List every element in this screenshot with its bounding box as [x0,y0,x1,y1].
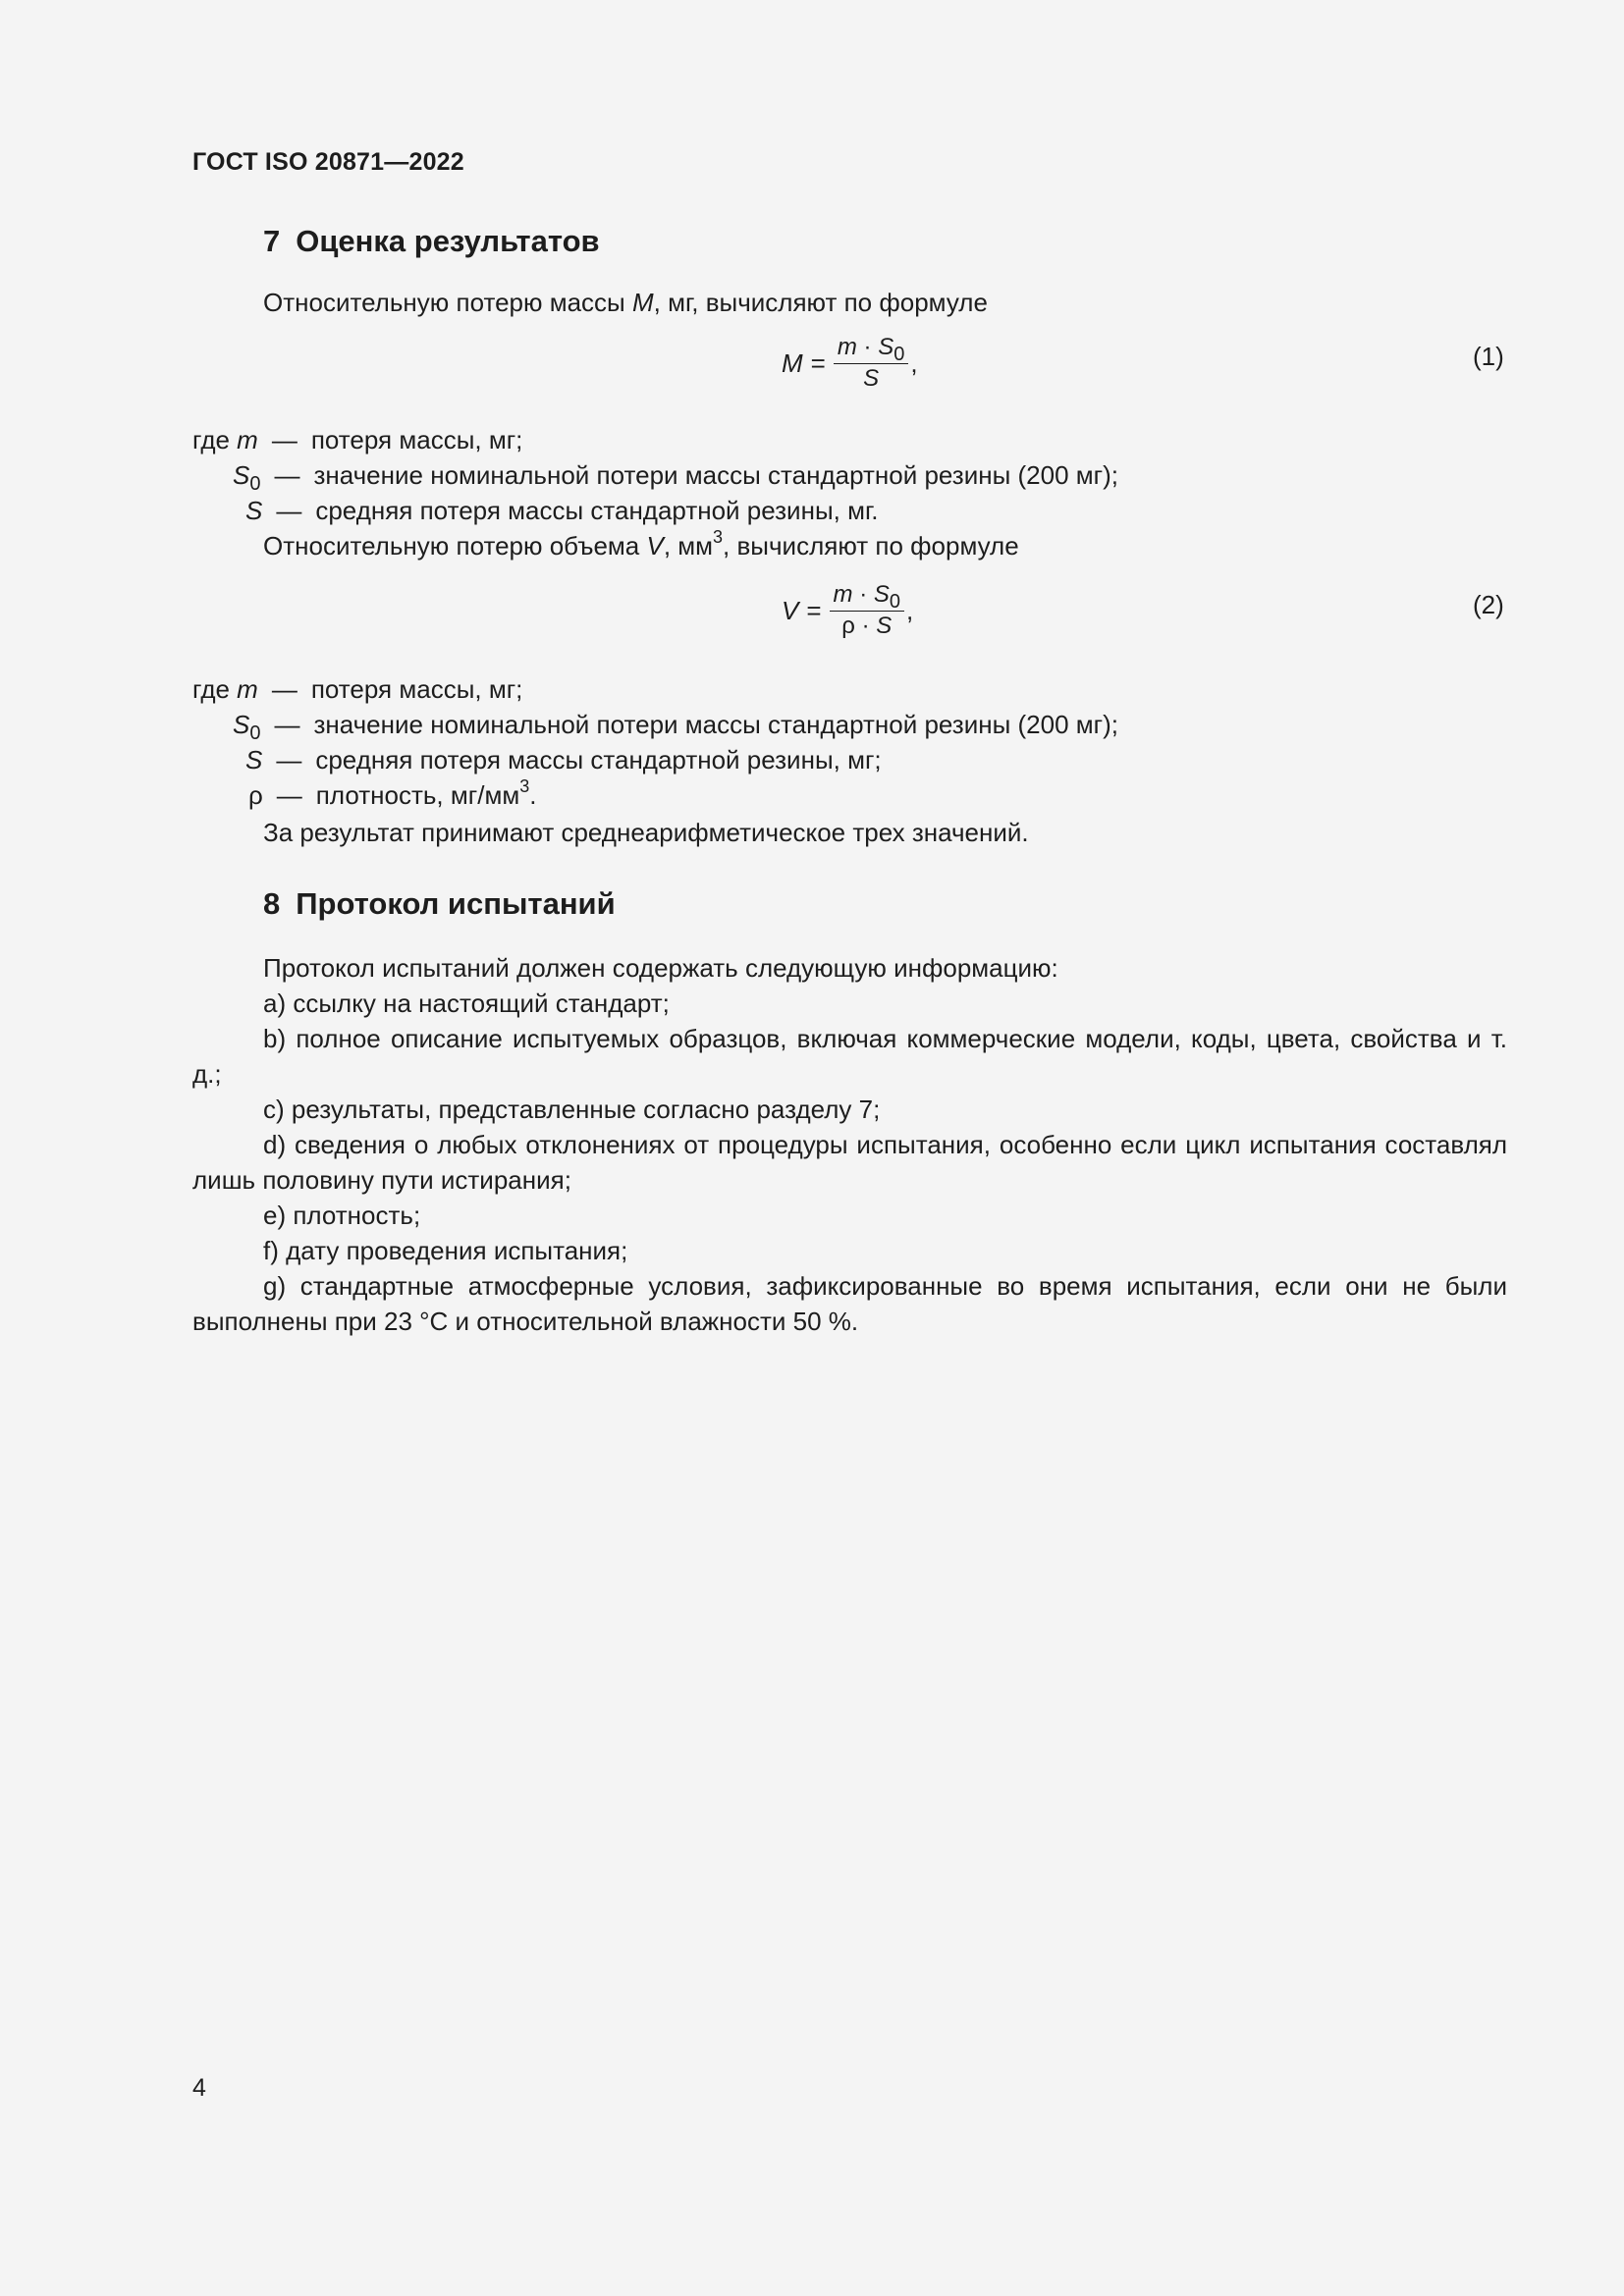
intro1-before: Относительную потерю массы [263,288,632,317]
def1-dash: — [271,425,298,454]
definition-s0-1 [233,457,1119,496]
def3-text: средняя потеря массы стандартной резины, мг. [315,496,879,525]
def3-dash: — [276,496,302,525]
f1-dot: · [856,334,879,360]
protocol-item-c: c) результаты, представленные согласно разделу 7; [263,1095,881,1124]
definition-s0-2 [233,707,1119,745]
f2-s: S [873,581,890,608]
def6-dash: — [276,745,302,774]
intro2-unit: , мм [663,531,714,561]
protocol-item-g-text: g) стандартные атмосферные условия, зафиксированные во время испытания, если они не были выполнены при 23 °С и относительной влажности 50 %. [192,1271,1507,1336]
def7-sym: ρ [248,780,263,810]
f1-sub: 0 [893,343,905,365]
f2-m: m [833,581,853,608]
formula1-eq: = [810,347,826,378]
definition-m-2 [192,671,522,707]
definition-m-1 [192,422,522,457]
f2-sub: 0 [889,590,900,613]
intro2-before: Относительную потерю объема [263,531,647,561]
page-number: 4 [192,2074,206,2102]
def2-sub: 0 [249,473,261,496]
def7-tail: . [529,780,537,810]
result-note: За результат принимают среднеарифметическое трех значений. [263,818,1029,847]
def6-sym: S [245,745,263,774]
document-code: ГОСТ ISO 20871—2022 [192,148,464,176]
f2-dot: · [852,581,874,608]
mass-loss-intro [263,285,988,320]
f1-m: m [837,334,857,360]
section-8-title: Протокол испытаний [296,886,616,921]
protocol-item-d-text: d) сведения о любых отклонениях от процедуры испытания, особенно если цикл испытания составлял лишь половину пути истирания; [192,1130,1507,1195]
equation-number-2: (2) [1473,590,1504,619]
def7-dash: — [276,780,302,810]
formula-1 [782,334,918,393]
formula2-lhs: V [782,595,799,625]
section-7-title: Оценка результатов [296,224,600,258]
protocol-item-b [192,1021,1507,1092]
formula2-eq: = [806,595,822,625]
def1-prefix: где [192,425,238,454]
section-7-number: 7 [263,224,281,258]
formula2-fraction [830,581,904,640]
def5-sym: S [233,710,250,739]
section-7-heading [263,224,600,259]
formula2-denominator: ρ · S [841,613,893,639]
formula2-comma: , [906,595,914,625]
def5-text: значение номинальной потери массы стандартной резины (200 мг); [313,710,1119,739]
section-8-heading [263,886,616,922]
definition-s-2 [245,742,882,777]
formula1-comma: , [910,347,918,378]
formula-2 [782,581,913,640]
def4-text: потеря массы, мг; [310,674,523,704]
formula1-numerator [834,334,908,364]
intro2-var: V [646,531,664,561]
protocol-item-f: f) дату проведения испытания; [263,1236,628,1265]
protocol-item-g [192,1268,1507,1339]
def7-text: плотность, мг/мм [315,780,520,810]
def2-text: значение номинальной потери массы стандартной резины (200 мг); [313,460,1119,490]
def4-sym: m [237,674,258,704]
protocol-item-b-text: b) полное описание испытуемых образцов, включая коммерческие модели, коды, цвета, свойства и т. д.; [192,1024,1507,1089]
intro1-var: M [631,288,654,317]
intro2-after: , вычисляют по формуле [723,531,1019,561]
equation-number-1: (1) [1473,342,1504,371]
def5-sub: 0 [249,722,261,745]
f2-den-s: S [876,613,893,639]
formula1-denominator: S [863,365,880,392]
protocol-item-a: a) ссылку на настоящий стандарт; [263,988,670,1018]
def2-dash: — [274,460,300,490]
formula1-fraction [834,334,908,393]
formula1-lhs: M [782,347,803,378]
def1-text: потеря массы, мг; [310,425,523,454]
intro2-sup: 3 [713,527,724,548]
protocol-item-d [192,1127,1507,1198]
volume-loss-intro [263,528,1019,563]
definition-s-1 [245,493,879,528]
definition-rho [248,777,536,813]
def7-sup: 3 [519,776,530,797]
f2-rho: ρ [841,613,855,639]
section-8-number: 8 [263,886,281,921]
def1-sym: m [237,425,258,454]
def5-dash: — [274,710,300,739]
protocol-item-e: e) плотность; [263,1201,421,1230]
def4-dash: — [271,674,298,704]
def6-text: средняя потеря массы стандартной резины, мг; [315,745,882,774]
def2-sym: S [233,460,250,490]
protocol-intro: Протокол испытаний должен содержать следующую информацию: [263,953,1058,983]
def3-sym: S [245,496,263,525]
formula2-numerator [830,581,904,612]
f1-s: S [878,334,894,360]
def4-prefix: где [192,674,238,704]
intro1-after: , мг, вычисляют по формуле [653,288,988,317]
